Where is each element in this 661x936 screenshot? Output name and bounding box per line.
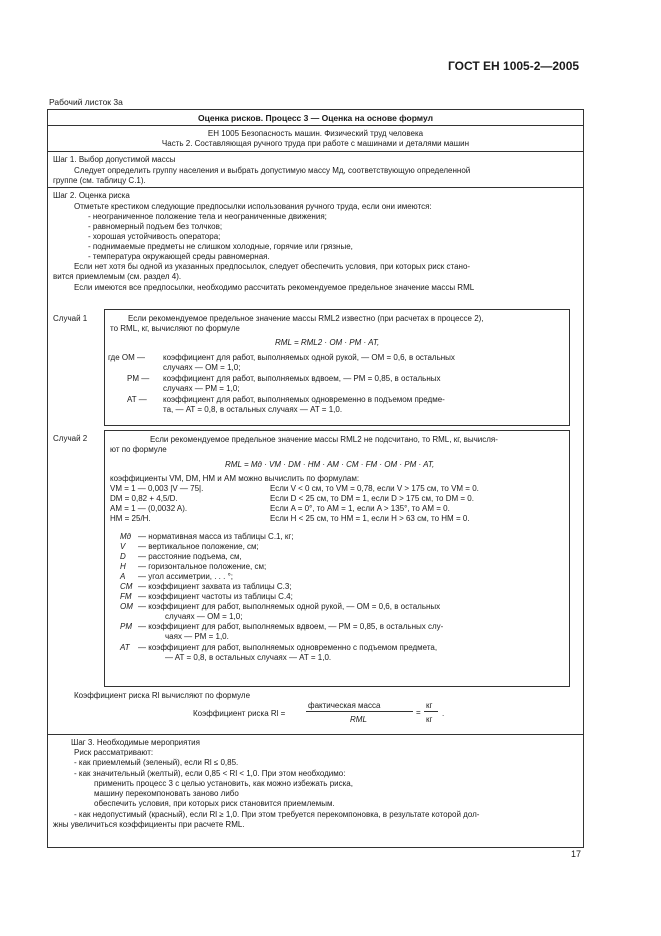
divider <box>48 151 583 152</box>
case2-line-1: Если рекомендуемое предельное значение массы RML2 не подсчитано, то RML, кг, вычисля- <box>150 435 498 444</box>
coef-formula-vm: VM = 1 — 0,003 |V — 75|. <box>110 484 204 493</box>
risk-equals: = <box>416 708 421 717</box>
case1-def-text: случаях — OM = 1,0; <box>163 363 241 372</box>
precondition-item: - неограниченное положение тела и неограниченные движения; <box>88 212 327 221</box>
page-number: 17 <box>571 849 582 859</box>
coef-limit-dm: Если D < 25 см, то DM = 1, если D > 175 см, то DM = 0. <box>270 494 474 503</box>
subtitle-line-1: ЕН 1005 Безопасность машин. Физический труд человека <box>207 129 424 138</box>
step3-intro: Риск рассматривают: <box>74 748 154 757</box>
risk-intro: Коэффициент риска Rl вычисляют по формуле <box>74 691 251 700</box>
risk-numerator: фактическая масса <box>308 701 381 710</box>
fraction-bar <box>424 711 438 712</box>
step2-note-1: Если нет хотя бы одной из указанных предпосылок, следует обеспечить условия, при которых риск стано- <box>74 262 471 271</box>
def-text: — AT = 0,8, в остальных случаях — AT = 1,0. <box>165 653 332 662</box>
step2-note-1b: вится приемлемым (см. раздел 4). <box>53 272 182 281</box>
worksheet-title: Оценка рисков. Процесс 3 — Оценка на основе формул <box>198 113 433 123</box>
def-symbol: FM <box>120 592 132 601</box>
divider <box>48 734 583 735</box>
precondition-item: - равномерный подъем без толчков; <box>88 222 223 231</box>
precondition-item: - поднимаемые предметы не слишком холодные, горячие или грязные, <box>88 242 353 251</box>
def-text: случаях — OM = 1,0; <box>165 612 243 621</box>
case1-line-1: Если рекомендуемое предельное значение массы RML2 известно (при расчетах в процессе 2), <box>128 314 484 323</box>
risk-denominator: RML <box>350 715 367 724</box>
case1-def-text: случаях — PM = 1,0; <box>163 384 240 393</box>
step1-text-2: группе (см. таблицу С.1). <box>53 176 146 185</box>
def-text: — горизонтальное положение, см; <box>138 562 267 571</box>
step2-heading: Шаг 2. Оценка риска <box>53 191 130 200</box>
case1-def-symbol: AT — <box>127 395 147 404</box>
worksheet-label: Рабочий листок 3а <box>49 97 123 107</box>
def-text: — коэффициент для работ, выполняемых одновременно с подъемом предмета, <box>138 643 438 652</box>
coef-formula-dm: DM = 0,82 + 4,5/D. <box>110 494 178 503</box>
def-symbol: A <box>120 572 126 581</box>
case2-formula: RML = Mд · VM · DM · HM · AM · CM · FM · OM · PM · AT, <box>225 460 435 469</box>
def-symbol: D <box>120 552 126 561</box>
def-symbol: PM <box>120 622 132 631</box>
coef-formula-hm: HM = 25/H. <box>110 514 151 523</box>
coef-limit-vm: Если V < 0 см, то VM = 0,78, если V > 175 см, то VM = 0. <box>270 484 479 493</box>
def-text: — коэффициент для работ, выполняемых вдвоем, — PM = 0,85, в остальных слу- <box>138 622 444 631</box>
worksheet-frame <box>47 109 584 848</box>
step1-text-1: Следует определить группу населения и выбрать допустимую массу Mд, соответствующую определенной <box>74 166 471 175</box>
case1-def-symbol: PM — <box>127 374 150 383</box>
def-text: — угол ассиметрии, . . . °; <box>138 572 233 581</box>
step3-action: машину перекомпоновать заново либо <box>94 789 239 798</box>
def-symbol: V <box>120 542 126 551</box>
step3-acceptable: - как приемлемый (зеленый), если Rl ≤ 0,85. <box>74 758 239 767</box>
step3-heading: Шаг 3. Необходимые мероприятия <box>71 738 200 747</box>
coef-limit-am: Если A = 0°, то AM = 1, если A > 135°, то AM = 0. <box>270 504 450 513</box>
def-symbol: H <box>120 562 126 571</box>
coefficients-intro: коэффициенты VM, DM, HM и AM можно вычислить по формулам: <box>110 474 360 483</box>
step3-action: применить процесс 3 с целью установить, как можно избежать риска, <box>94 779 353 788</box>
def-symbol: Mд <box>120 532 132 541</box>
step3-action: обеспечить условия, при которых риск становится приемлемым. <box>94 799 335 808</box>
coef-formula-am: AM = 1 — (0,0032 A). <box>110 504 188 513</box>
case2-box <box>104 430 570 687</box>
case2-label: Случай 2 <box>53 434 88 443</box>
precondition-item: - хорошая устойчивость оператора; <box>88 232 221 241</box>
precondition-item: - температура окружающей среды равномерная. <box>88 252 270 261</box>
case2-line-2: ют по формуле <box>110 445 167 454</box>
def-symbol: CM <box>120 582 133 591</box>
divider <box>48 125 583 126</box>
step3-significant: - как значительный (желтый), если 0,85 < Rl < 1,0. При этом необходимо: <box>74 769 346 778</box>
step2-note-2: Если имеются все предпосылки, необходимо рассчитать рекомендуемое предельное значение массы RML <box>74 283 475 292</box>
case1-box <box>104 309 570 426</box>
def-symbol: OM <box>120 602 133 611</box>
risk-unit-denominator: кг <box>426 715 433 724</box>
def-text: чаях — PM = 1,0. <box>165 632 229 641</box>
case1-formula: RML = RML2 · OM · PM · AT, <box>275 338 380 347</box>
risk-formula-label: Коэффициент риска Rl = <box>193 709 286 718</box>
step1-heading: Шаг 1. Выбор допустимой массы <box>53 155 176 164</box>
step3-unacceptable: - как недопустимый (красный), если Rl ≥ 1,0. При этом требуется перекомпоновка, в результате которой дол- <box>74 810 480 819</box>
case1-line-2: то RML, кг, вычисляют по формуле <box>110 324 240 333</box>
case1-def-text: коэффициент для работ, выполняемых одной рукой, — OM = 0,6, в остальных <box>163 353 455 362</box>
def-text: — расстояние подъема, см, <box>138 552 242 561</box>
step3-unacceptable-cont: жны увеличиться коэффициенты при расчете RML. <box>53 820 245 829</box>
coef-limit-hm: Если H < 25 см, то HM = 1, если H > 63 см, то HM = 0. <box>270 514 470 523</box>
def-text: — нормативная масса из таблицы С.1, кг; <box>138 532 294 541</box>
subtitle-line-2: Часть 2. Составляющая ручного труда при работе с машинами и деталями машин <box>161 139 470 148</box>
case1-def-text: та, — AT = 0,8, в остальных случаях — AT = 1,0. <box>163 405 343 414</box>
def-symbol: AT <box>120 643 130 652</box>
risk-unit-numerator: кг <box>426 701 433 710</box>
risk-end: . <box>442 709 445 718</box>
case1-def-symbol: где OM — <box>108 353 146 362</box>
case1-def-text: коэффициент для работ, выполняемых вдвоем, — PM = 0,85, в остальных <box>163 374 441 383</box>
case1-def-text: коэффициент для работ, выполняемых одновременно в подъемом предме- <box>163 395 445 404</box>
def-text: — коэффициент захвата из таблицы С.3; <box>138 582 292 591</box>
standard-header: ГОСТ ЕН 1005-2—2005 <box>448 59 580 73</box>
def-text: — коэффициент частоты из таблицы С.4; <box>138 592 293 601</box>
divider <box>48 187 583 188</box>
step2-intro: Отметьте крестиком следующие предпосылки использования ручного труда, если они имеются: <box>74 202 432 211</box>
def-text: — коэффициент для работ, выполняемых одной рукой, — OM = 0,6, в остальных <box>138 602 441 611</box>
case1-label: Случай 1 <box>53 314 88 323</box>
def-text: — вертикальное положение, см; <box>138 542 259 551</box>
fraction-bar <box>306 711 413 712</box>
